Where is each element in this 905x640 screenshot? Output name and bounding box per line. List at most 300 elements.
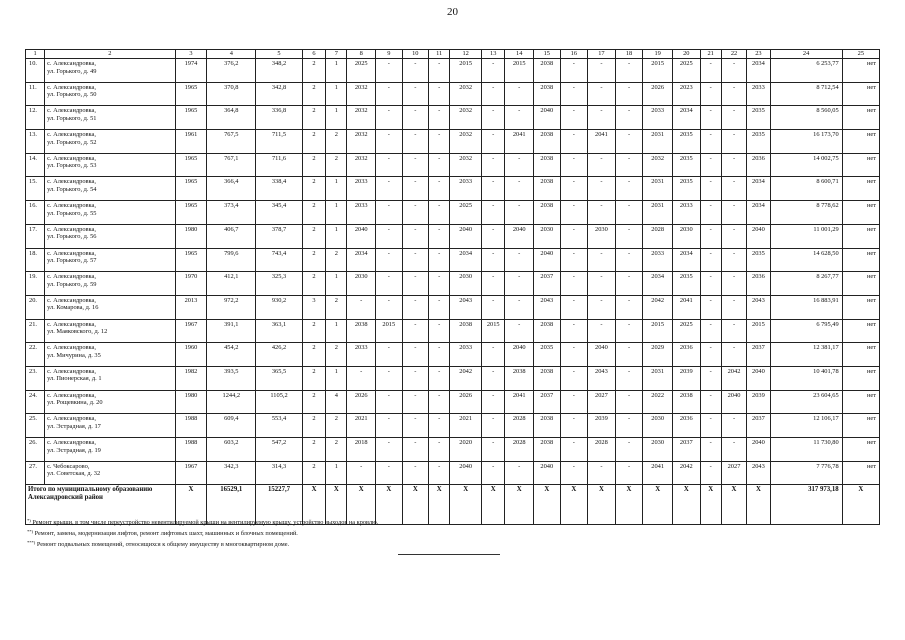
cell-col-3: 1970 <box>175 272 207 296</box>
cell-col-4: 393,5 <box>207 366 256 390</box>
address-cell <box>45 295 175 319</box>
cell-col-7: 1 <box>326 106 347 130</box>
cell-col-13: - <box>482 153 505 177</box>
address-settlement: с. Чебоксарово, <box>47 462 90 470</box>
cell-col-8: - <box>347 366 376 390</box>
cell-col-14: - <box>505 461 534 485</box>
cell-col-10: - <box>402 414 429 438</box>
cell-col-20: 2039 <box>673 366 701 390</box>
footnotes <box>27 516 887 549</box>
address-cell <box>45 390 175 414</box>
cell-col-12: 2033 <box>450 343 482 367</box>
cell-col-3: 1965 <box>175 201 207 225</box>
cell-col-8: 2034 <box>347 248 376 272</box>
row-number: 22. <box>26 343 45 367</box>
cell-col-24: 8 600,71 <box>770 177 842 201</box>
cell-col-5: 553,4 <box>256 414 303 438</box>
cell-col-3: 1980 <box>175 224 207 248</box>
total-col-14: X <box>505 485 534 525</box>
cell-col-22: - <box>721 414 746 438</box>
column-number-cell: 23 <box>747 50 770 59</box>
cell-col-18: - <box>615 224 643 248</box>
cell-col-17: 2028 <box>588 438 616 462</box>
column-number-cell: 12 <box>450 50 482 59</box>
cell-col-13: - <box>482 106 505 130</box>
cell-col-15: 2040 <box>534 106 561 130</box>
total-col-8: X <box>347 485 376 525</box>
cell-col-16: - <box>560 59 588 83</box>
cell-col-7: 2 <box>326 248 347 272</box>
cell-col-23: 2033 <box>747 82 770 106</box>
cell-col-16: - <box>560 414 588 438</box>
cell-col-21: - <box>700 461 721 485</box>
cell-col-23: 2036 <box>747 272 770 296</box>
cell-col-9: - <box>376 295 403 319</box>
cell-col-13: - <box>482 248 505 272</box>
footnote-text: Ремонт подвальных помещений, относящихся к общему имуществу в многоквартирном доме. <box>35 541 290 548</box>
cell-col-7: 1 <box>326 201 347 225</box>
cell-col-11: - <box>429 248 450 272</box>
footnote <box>27 516 887 527</box>
cell-col-13: - <box>482 295 505 319</box>
column-number-cell: 10 <box>402 50 429 59</box>
cell-col-4: 799,6 <box>207 248 256 272</box>
cell-col-10: - <box>402 248 429 272</box>
cell-col-21: - <box>700 201 721 225</box>
cell-col-16: - <box>560 248 588 272</box>
cell-col-13: - <box>482 224 505 248</box>
row-number: 20. <box>26 295 45 319</box>
cell-col-3: 1967 <box>175 461 207 485</box>
cell-col-22: - <box>721 201 746 225</box>
cell-col-8: 2032 <box>347 82 376 106</box>
cell-col-17: 2043 <box>588 366 616 390</box>
cell-col-15: 2038 <box>534 201 561 225</box>
address-settlement: с. Александровка, <box>47 249 96 257</box>
cell-col-17: - <box>588 153 616 177</box>
cell-col-4: 767,5 <box>207 130 256 154</box>
cell-col-21: - <box>700 390 721 414</box>
cell-col-6: 2 <box>302 59 325 83</box>
total-col-19: X <box>643 485 673 525</box>
cell-col-4: 376,2 <box>207 59 256 83</box>
cell-col-21: - <box>700 414 721 438</box>
cell-col-18: - <box>615 343 643 367</box>
address-settlement: с. Александровка, <box>47 344 96 352</box>
address-street: ул. Горького, д. 59 <box>47 280 97 288</box>
cell-col-7: 1 <box>326 59 347 83</box>
cell-col-14: - <box>505 272 534 296</box>
footnote-mark: ***) <box>27 540 36 545</box>
cell-col-8: 2033 <box>347 177 376 201</box>
cell-col-10: - <box>402 59 429 83</box>
cell-col-16: - <box>560 201 588 225</box>
cell-col-25: нет <box>842 272 879 296</box>
cell-col-5: 930,2 <box>256 295 303 319</box>
cell-col-25: нет <box>842 224 879 248</box>
address-cell <box>45 82 175 106</box>
cell-col-3: 1967 <box>175 319 207 343</box>
cell-col-5: 547,2 <box>256 438 303 462</box>
column-number-cell: 21 <box>700 50 721 59</box>
address-cell <box>45 106 175 130</box>
cell-col-7: 1 <box>326 461 347 485</box>
cell-col-4: 454,2 <box>207 343 256 367</box>
cell-col-11: - <box>429 272 450 296</box>
total-col-25: X <box>842 485 879 525</box>
cell-col-6: 2 <box>302 248 325 272</box>
cell-col-22: - <box>721 295 746 319</box>
cell-col-5: 363,1 <box>256 319 303 343</box>
cell-col-11: - <box>429 366 450 390</box>
cell-col-24: 23 604,65 <box>770 390 842 414</box>
cell-col-25: нет <box>842 82 879 106</box>
cell-col-9: - <box>376 414 403 438</box>
cell-col-7: 1 <box>326 366 347 390</box>
cell-col-4: 342,3 <box>207 461 256 485</box>
cell-col-21: - <box>700 295 721 319</box>
cell-col-6: 2 <box>302 272 325 296</box>
table-row <box>26 343 880 367</box>
cell-col-8: 2021 <box>347 414 376 438</box>
cell-col-25: нет <box>842 59 879 83</box>
cell-col-20: 2035 <box>673 272 701 296</box>
cell-col-18: - <box>615 106 643 130</box>
cell-col-3: 1988 <box>175 438 207 462</box>
table-row <box>26 366 880 390</box>
cell-col-5: 378,7 <box>256 224 303 248</box>
address-settlement: с. Александровка, <box>47 320 96 328</box>
cell-col-6: 2 <box>302 130 325 154</box>
cell-col-13: - <box>482 366 505 390</box>
address-cell <box>45 272 175 296</box>
column-number-cell: 19 <box>643 50 673 59</box>
address-cell <box>45 201 175 225</box>
cell-col-15: 2037 <box>534 390 561 414</box>
column-number-cell: 22 <box>721 50 746 59</box>
address-settlement: с. Александровка, <box>47 439 96 446</box>
cell-col-6: 2 <box>302 366 325 390</box>
cell-col-16: - <box>560 106 588 130</box>
cell-col-16: - <box>560 272 588 296</box>
table-row <box>26 201 880 225</box>
cell-col-3: 1980 <box>175 390 207 414</box>
cell-col-12: 2026 <box>450 390 482 414</box>
cell-col-8: - <box>347 295 376 319</box>
cell-col-13: - <box>482 438 505 462</box>
cell-col-15: 2038 <box>534 438 561 462</box>
cell-col-18: - <box>615 59 643 83</box>
cell-col-7: 2 <box>326 130 347 154</box>
cell-col-19: 2041 <box>643 461 673 485</box>
cell-col-3: 1961 <box>175 130 207 154</box>
cell-col-22: - <box>721 106 746 130</box>
cell-col-14: - <box>505 248 534 272</box>
total-col-20: X <box>673 485 701 525</box>
cell-col-3: 1974 <box>175 59 207 83</box>
cell-col-24: 16 883,91 <box>770 295 842 319</box>
cell-col-24: 7 776,78 <box>770 461 842 485</box>
total-col-11: X <box>429 485 450 525</box>
cell-col-12: 2033 <box>450 177 482 201</box>
table-row <box>26 248 880 272</box>
column-number-cell: 18 <box>615 50 643 59</box>
cell-col-20: 2038 <box>673 390 701 414</box>
cell-col-14: 2038 <box>505 366 534 390</box>
total-col-13: X <box>482 485 505 525</box>
page-number: 20 <box>447 6 458 18</box>
column-number-cell: 15 <box>534 50 561 59</box>
cell-col-17: - <box>588 177 616 201</box>
total-col-3: X <box>175 485 207 525</box>
cell-col-3: 1965 <box>175 153 207 177</box>
cell-col-17: - <box>588 295 616 319</box>
cell-col-9: - <box>376 224 403 248</box>
cell-col-14: - <box>505 201 534 225</box>
cell-col-11: - <box>429 295 450 319</box>
total-label: Итого по муниципальному образованию Александровский район <box>26 485 176 525</box>
cell-col-21: - <box>700 366 721 390</box>
cell-col-7: 2 <box>326 414 347 438</box>
row-number: 21. <box>26 319 45 343</box>
cell-col-8: 2032 <box>347 153 376 177</box>
footnote-mark: *) <box>27 518 31 523</box>
cell-col-11: - <box>429 224 450 248</box>
row-number: 16. <box>26 201 45 225</box>
cell-col-24: 14 002,75 <box>770 153 842 177</box>
address-cell <box>45 438 175 462</box>
cell-col-20: 2033 <box>673 201 701 225</box>
cell-col-4: 370,8 <box>207 82 256 106</box>
cell-col-11: - <box>429 414 450 438</box>
cell-col-5: 711,6 <box>256 153 303 177</box>
address-street: ул. Эстрадная, д. 17 <box>47 422 101 430</box>
cell-col-12: 2032 <box>450 130 482 154</box>
cell-col-8: 2026 <box>347 390 376 414</box>
cell-col-15: 2038 <box>534 130 561 154</box>
cell-col-13: 2015 <box>482 319 505 343</box>
cell-col-12: 2038 <box>450 319 482 343</box>
cell-col-17: - <box>588 248 616 272</box>
cell-col-24: 6 795,49 <box>770 319 842 343</box>
cell-col-14: - <box>505 106 534 130</box>
cell-col-6: 3 <box>302 295 325 319</box>
cell-col-18: - <box>615 390 643 414</box>
cell-col-6: 2 <box>302 390 325 414</box>
cell-col-8: - <box>347 461 376 485</box>
row-number: 14. <box>26 153 45 177</box>
total-col-18: X <box>615 485 643 525</box>
cell-col-25: нет <box>842 248 879 272</box>
cell-col-18: - <box>615 272 643 296</box>
cell-col-24: 8 267,77 <box>770 272 842 296</box>
cell-col-5: 1105,2 <box>256 390 303 414</box>
cell-col-17: 2041 <box>588 130 616 154</box>
cell-col-22: - <box>721 319 746 343</box>
cell-col-15: 2038 <box>534 82 561 106</box>
cell-col-24: 8 778,62 <box>770 201 842 225</box>
cell-col-15: 2038 <box>534 59 561 83</box>
cell-col-20: 2035 <box>673 177 701 201</box>
column-number-cell: 7 <box>326 50 347 59</box>
footnote-text: Ремонт, замена, модернизация лифтов, ремонт лифтовых шахт, машинных и блочных помещений. <box>33 530 298 537</box>
total-col-21: X <box>700 485 721 525</box>
cell-col-25: нет <box>842 295 879 319</box>
cell-col-12: 2040 <box>450 224 482 248</box>
cell-col-22: 2040 <box>721 390 746 414</box>
cell-col-14: - <box>505 319 534 343</box>
cell-col-12: 2040 <box>450 461 482 485</box>
row-number: 18. <box>26 248 45 272</box>
cell-col-17: - <box>588 106 616 130</box>
cell-col-14: - <box>505 295 534 319</box>
cell-col-16: - <box>560 461 588 485</box>
cell-col-24: 11 730,80 <box>770 438 842 462</box>
cell-col-5: 314,3 <box>256 461 303 485</box>
cell-col-11: - <box>429 59 450 83</box>
cell-col-19: 2031 <box>643 366 673 390</box>
cell-col-9: - <box>376 390 403 414</box>
cell-col-4: 412,1 <box>207 272 256 296</box>
cell-col-25: нет <box>842 177 879 201</box>
cell-col-11: - <box>429 153 450 177</box>
table-row <box>26 319 880 343</box>
cell-col-23: 2036 <box>747 153 770 177</box>
total-col-5: 15227,7 <box>256 485 303 525</box>
cell-col-20: 2025 <box>673 59 701 83</box>
cell-col-16: - <box>560 366 588 390</box>
cell-col-18: - <box>615 153 643 177</box>
row-number: 17. <box>26 224 45 248</box>
cell-col-17: - <box>588 201 616 225</box>
cell-col-7: 1 <box>326 319 347 343</box>
cell-col-25: нет <box>842 201 879 225</box>
cell-col-11: - <box>429 201 450 225</box>
table-row <box>26 272 880 296</box>
cell-col-7: 1 <box>326 224 347 248</box>
cell-col-20: 2034 <box>673 106 701 130</box>
cell-col-22: - <box>721 130 746 154</box>
cell-col-5: 743,4 <box>256 248 303 272</box>
address-cell <box>45 59 175 83</box>
cell-col-14: 2040 <box>505 224 534 248</box>
address-street: ул. Горького, д. 53 <box>47 162 97 170</box>
cell-col-14: 2041 <box>505 130 534 154</box>
cell-col-23: 2040 <box>747 224 770 248</box>
cell-col-25: нет <box>842 343 879 367</box>
cell-col-18: - <box>615 82 643 106</box>
cell-col-11: - <box>429 319 450 343</box>
cell-col-25: нет <box>842 461 879 485</box>
cell-col-10: - <box>402 106 429 130</box>
cell-col-3: 1982 <box>175 366 207 390</box>
total-col-23: X <box>747 485 770 525</box>
column-number-cell: 24 <box>770 50 842 59</box>
cell-col-19: 2022 <box>643 390 673 414</box>
cell-col-13: - <box>482 414 505 438</box>
cell-col-22: 2027 <box>721 461 746 485</box>
cell-col-21: - <box>700 248 721 272</box>
row-number: 23. <box>26 366 45 390</box>
cell-col-25: нет <box>842 414 879 438</box>
total-col-17: X <box>588 485 616 525</box>
cell-col-19: 2015 <box>643 59 673 83</box>
cell-col-22: 2042 <box>721 366 746 390</box>
address-settlement: с. Александровка, <box>47 131 96 139</box>
cell-col-3: 1960 <box>175 343 207 367</box>
cell-col-22: - <box>721 153 746 177</box>
row-number: 12. <box>26 106 45 130</box>
row-number: 26. <box>26 438 45 462</box>
cell-col-6: 2 <box>302 319 325 343</box>
cell-col-5: 426,2 <box>256 343 303 367</box>
cell-col-17: 2030 <box>588 224 616 248</box>
cell-col-21: - <box>700 319 721 343</box>
cell-col-15: 2038 <box>534 366 561 390</box>
cell-col-14: - <box>505 82 534 106</box>
cell-col-21: - <box>700 82 721 106</box>
cell-col-16: - <box>560 295 588 319</box>
cell-col-25: нет <box>842 390 879 414</box>
cell-col-17: 2039 <box>588 414 616 438</box>
cell-col-14: - <box>505 153 534 177</box>
total-col-16: X <box>560 485 588 525</box>
total-col-24: 317 973,18 <box>770 485 842 525</box>
cell-col-15: 2040 <box>534 248 561 272</box>
table-row <box>26 177 880 201</box>
total-col-9: X <box>376 485 403 525</box>
total-col-10: X <box>402 485 429 525</box>
cell-col-8: 2032 <box>347 106 376 130</box>
table-body <box>26 50 880 525</box>
cell-col-17: 2027 <box>588 390 616 414</box>
cell-col-18: - <box>615 130 643 154</box>
cell-col-12: 2025 <box>450 201 482 225</box>
total-col-4: 16529,1 <box>207 485 256 525</box>
cell-col-22: - <box>721 177 746 201</box>
cell-col-17: - <box>588 59 616 83</box>
cell-col-17: - <box>588 82 616 106</box>
cell-col-21: - <box>700 438 721 462</box>
cell-col-12: 2030 <box>450 272 482 296</box>
cell-col-3: 1965 <box>175 177 207 201</box>
cell-col-18: - <box>615 414 643 438</box>
cell-col-5: 338,4 <box>256 177 303 201</box>
cell-col-9: - <box>376 177 403 201</box>
row-number: 11. <box>26 82 45 106</box>
cell-col-20: 2036 <box>673 414 701 438</box>
cell-col-24: 16 173,70 <box>770 130 842 154</box>
column-number-cell: 8 <box>347 50 376 59</box>
cell-col-20: 2035 <box>673 130 701 154</box>
cell-col-10: - <box>402 295 429 319</box>
address-cell <box>45 177 175 201</box>
address-street: ул. Пионерская, д. 1 <box>47 375 102 383</box>
cell-col-11: - <box>429 177 450 201</box>
address-street: ул. Маяковского, д. 12 <box>47 328 108 336</box>
cell-col-21: - <box>700 343 721 367</box>
table-row <box>26 130 880 154</box>
cell-col-22: - <box>721 272 746 296</box>
cell-col-9: - <box>376 59 403 83</box>
cell-col-23: 2035 <box>747 248 770 272</box>
cell-col-22: - <box>721 82 746 106</box>
cell-col-14: 2028 <box>505 438 534 462</box>
cell-col-4: 609,4 <box>207 414 256 438</box>
cell-col-24: 11 001,29 <box>770 224 842 248</box>
cell-col-14: 2041 <box>505 390 534 414</box>
cell-col-9: - <box>376 272 403 296</box>
